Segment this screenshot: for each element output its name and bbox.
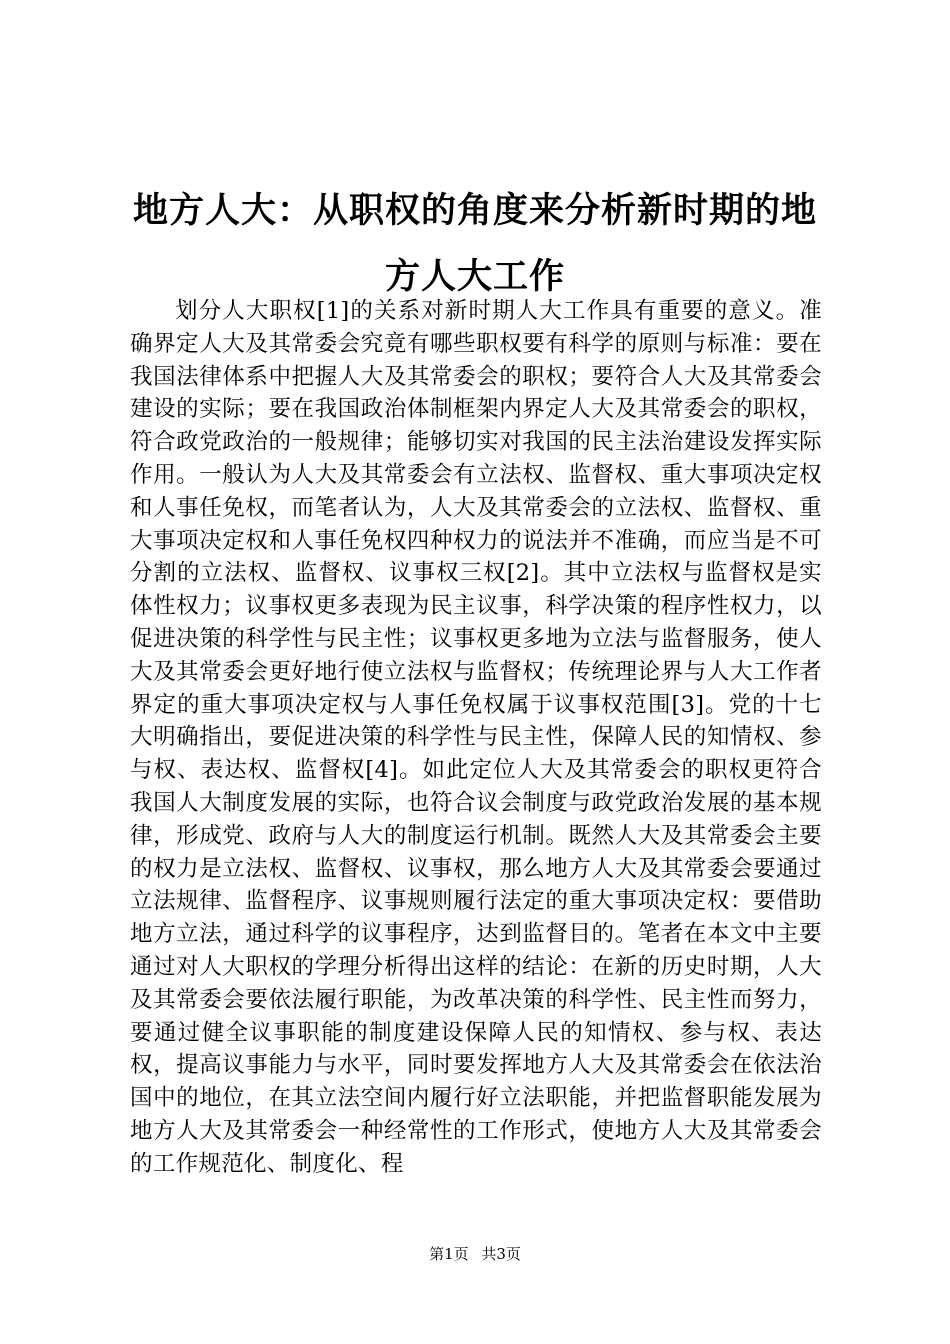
body-paragraph: 划分人大职权[1]的关系对新时期人大工作具有重要的意义。准确界定人大及其常委会究竟有哪些职权要有科学的原则与标准：要在我国法律体系中把握人大及其常委会的职权；要符合人大及其常委会建设的实际；要在我国政治体制框架内界定人大及其常委会的职权，符合政党政治的一般规律；能够切实对我国的民主法治建设发挥实际作用。一般认为人大及其常委会有立法权、监督权、重大事项决定权和人事任免权，而笔者认为，人大及其常委会的立法权、监督权、重大事项决定权和人事任免权四种权力的说法并不准确，而应当是不可分割的立法权、监督权、议事权三权[2]。其中立法权与监督权是实体性权力；议事权更多表现为民主议事，科学决策的程序性权力，以促进决策的科学性与民主性；议事权更多地为立法与监督服务，使人大及其常委会更好地行使立法权与监督权；传统理论界与人大工作者界定的重大事项决定权与人事任免权属于议事权范围[3]。党的十七大明确指出，要促进决策的科学性与民主性，保障人民的知情权、参与权、表达权、监督权[4]。如此定位人大及其常委会的职权更符合我国人大制度发展的实际，也符合议会制度与政党政治发展的基本规律，形成党、政府与人大的制度运行机制。既然人大及其常委会主要的权力是立法权、监督权、议事权，那么地方人大及其常委会要通过立法规律、监督程序、议事规则履行法定的重大事项决定权：要借助地方立法，通过科学的议事程序，达到监督目的。笔者在本文中主要通过对人大职权的学理分析得出这样的结论：在新的历史时期，人大及其常委会要依法履行职能，为改革决策的科学性、民主性而努力，要通过健全议事职能的制度建设保障人民的知情权、参与权、表达权，提高议事能力与水平，同时要发挥地方人大及其常委会在依法治国中的地位，在其立法空间内履行好立法职能，并把监督职能发展为地方人大及其常委会一种经常性的工作形式，使地方人大及其常委会的工作规范化、制度化、程 — [130, 298, 822, 1177]
document-title: 地方人大：从职权的角度来分析新时期的地方人大工作 — [132, 190, 817, 297]
page-footer — [0, 1243, 950, 1265]
page-number: 第1页 — [429, 1245, 469, 1263]
page-total: 共3页 — [481, 1245, 521, 1263]
